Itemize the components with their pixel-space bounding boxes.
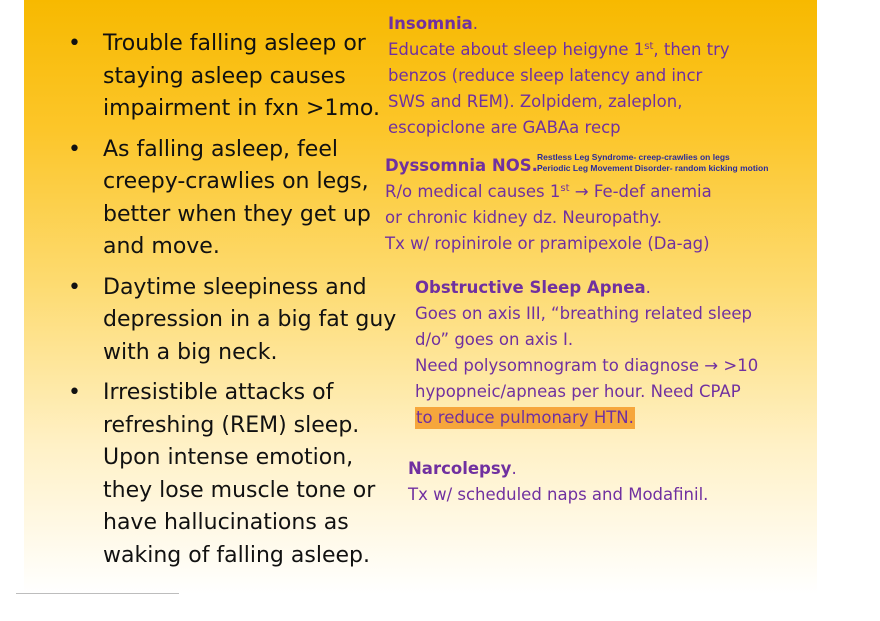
dyssomnia-subtypes [537,152,768,174]
insomnia-line-1 [388,37,808,63]
sleep-apnea-title-punct: . [645,278,651,297]
sleep-apnea-line-5 [415,405,815,431]
arrow-right-icon: → [699,356,724,375]
insomnia-title: Insomnia [388,14,473,33]
insomnia-note [388,11,808,141]
sleep-apnea-line-3-text: Need polysomnogram to diagnose [415,356,700,375]
dyssomnia-note [385,153,805,257]
highlighted-text: to reduce pulmonary HTN. [416,408,634,427]
dyssomnia-line-3: Tx w/ ropinirole or pramipexole (Da-ag) [385,234,710,253]
sleep-apnea-title: Obstructive Sleep Apnea [415,278,646,297]
insomnia-line-1-rest: , then try [653,40,730,59]
dyssomnia-title: Dyssomnia NOS [385,156,532,175]
narcolepsy-line-1: Tx w/ scheduled naps and Modafinil. [408,485,709,504]
narcolepsy-title-punct: . [511,459,517,478]
dyssomnia-line-1 [385,179,805,205]
periodic-leg-movement-label: Periodic Leg Movement Disorder- random kicking motion [537,163,769,173]
sleep-apnea-note [415,275,815,431]
dyssomnia-line-2: or chronic kidney dz. Neuropathy. [385,208,663,227]
footer-divider [16,593,179,594]
sleep-apnea-line-3-rest: >10 [723,356,759,375]
bullet-narcolepsy: • Irresistible attacks of refreshing (REM) sleep. Upon intense emotion, they lose muscle tone or have hallucinations as waking of falling asleep. [58,377,408,572]
insomnia-title-punct: . [472,14,479,33]
dyssomnia-line-1-sup: st [560,183,570,194]
bullet-sleep-apnea: • Daytime sleepiness and depression in a big fat guy with a big neck. [58,272,408,370]
dyssomnia-line-1-text: R/o medical causes 1 [385,182,561,201]
insomnia-line-3: SWS and REM). Zolpidem, zaleplon, [388,92,683,111]
dyssomnia-line-1-rest: Fe-def anemia [593,182,712,201]
sleep-apnea-line-3 [415,353,815,379]
restless-leg-syndrome-label: Restless Leg Syndrome- creep-crawlies on legs [537,152,730,162]
insomnia-line-2: benzos (reduce sleep latency and incr [388,66,703,85]
sleep-apnea-line-2: d/o” goes on axis I. [415,330,574,349]
bullet-restless-legs: • As falling asleep, feel creepy-crawlies on legs, better when they get up and move. [58,134,408,264]
sleep-apnea-line-1: Goes on axis III, “breathing related sleep [415,304,753,323]
sleep-apnea-line-4: hypopneic/apneas per hour. Need CPAP [415,382,741,401]
symptom-bullet-list [58,28,408,580]
insomnia-line-1-text: Educate about sleep heigyne 1 [388,40,645,59]
bullet-insomnia: • Trouble falling asleep or staying asleep causes impairment in fxn >1mo. [58,28,408,126]
insomnia-line-4: escopiclone are GABAa recp [388,118,621,137]
insomnia-line-1-sup: st [644,41,654,52]
dyssomnia-title-punct: . [531,156,538,175]
narcolepsy-note [408,456,808,508]
narcolepsy-title: Narcolepsy [408,459,512,478]
arrow-right-icon: → [569,182,594,201]
